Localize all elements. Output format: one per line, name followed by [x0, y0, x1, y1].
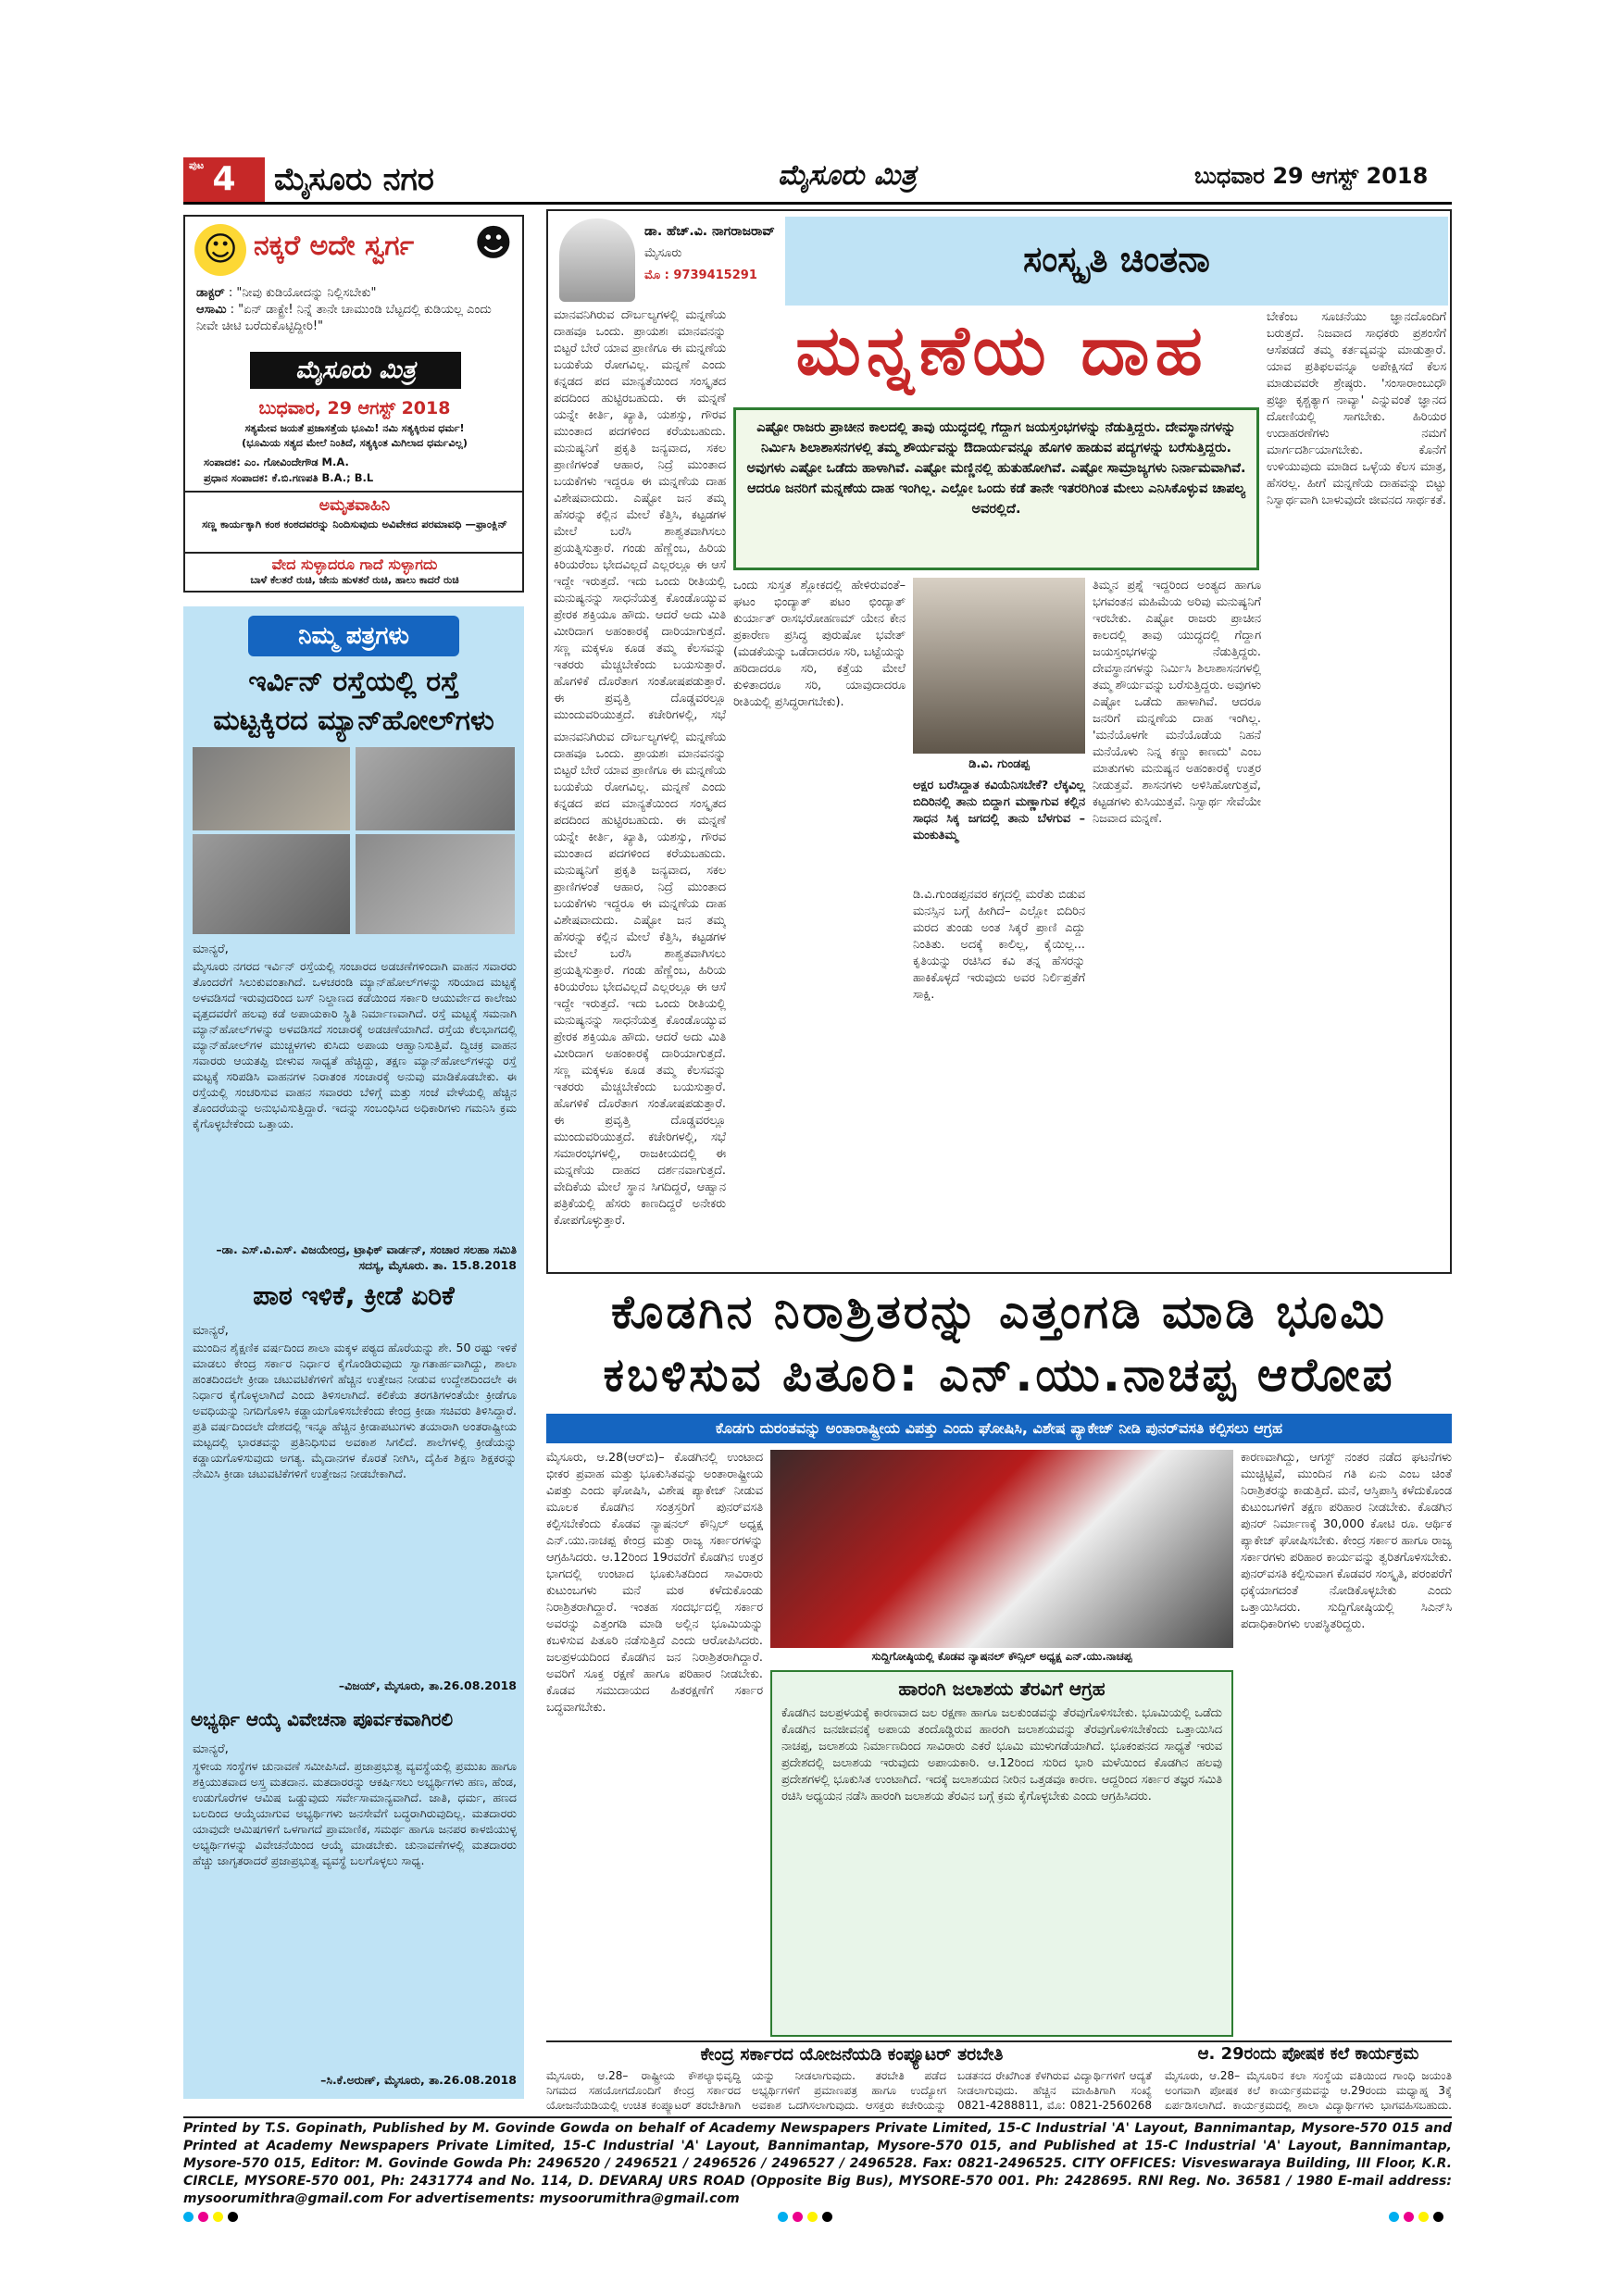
main-story-column-2: ಕಾರಣವಾಗಿದ್ದು, ಆಗಸ್ಟ್ ನಂತರ ನಡೆದ ಘಟನೆಗಳು ಮುಚ್ಚಿಟ್ಟಿವೆ, ಮುಂದಿನ ಗತಿ ಏನು ಎಂಬ ಚಿಂತೆ ನಿರಾಶ್ರಿತರನ್ನು ಕಾಡುತ್ತಿದೆ. ಮನೆ, ಆಸ್ತಿಪಾಸ್ತಿ ಕಳೆದುಕೊಂಡ ಕುಟುಂಬಗಳಿಗೆ ತಕ್ಷಣ ಪರಿಹಾರ ನೀಡಬೇಕು. ಕೊಡಗಿನ ಪುನರ್ ನಿರ್ಮಾಣಕ್ಕೆ 30,000 ಕೋಟಿ ರೂ. ಆರ್ಥಿಕ ಪ್ಯಾಕೇಜ್ ಘೋಷಿಸಬೇಕು. ಕೇಂದ್ರ ಸರ್ಕಾರ ಹಾಗೂ ರಾಜ್ಯ ಸರ್ಕಾರಗಳು ಪರಿಹಾರ ಕಾರ್ಯವನ್ನು ತ್ವರಿತಗೊಳಿಸಬೇಕು. ಪುನರ್‌ವಸತಿ ಕಲ್ಪಿಸುವಾಗ ಕೊಡವರ ಸಂಸ್ಕೃತಿ, ಪರಂಪರೆಗೆ ಧಕ್ಕೆಯಾಗದಂತೆ ನೋಡಿಕೊಳ್ಳಬೇಕು ಎಂದು ಒತ್ತಾಯಿಸಿದರು. ಸುದ್ದಿಗೋಷ್ಠಿಯಲ್ಲಿ ಸಿಎನ್‌ಸಿ ಪದಾಧಿಕಾರಿಗಳು ಉಪಸ್ಥಿತರಿದ್ದರು.: [1241, 1451, 1452, 1631]
pullquote-box: [733, 407, 1259, 570]
black-dot: [1433, 2212, 1443, 2222]
author-phone: ಮೊ : 9739415291: [644, 268, 757, 282]
joke-title: ನಕ್ಕರೆ ಅದೇ ಸ್ವರ್ಗ: [254, 230, 415, 262]
masthead-editor: ಸಂಪಾದಕ: ಎಂ. ಗೋವಿಂದೇಗೌಡ M.A.: [204, 455, 349, 468]
letter3-body: ಸ್ಥಳೀಯ ಸಂಸ್ಥೆಗಳ ಚುನಾವಣೆ ಸಮೀಪಿಸಿದೆ. ಪ್ರಜಾಪ್ರಭುತ್ವ ವ್ಯವಸ್ಥೆಯಲ್ಲಿ ಪ್ರಮುಖ ಹಾಗೂ ಶಕ್ತಿಯುತವಾದ ಅಸ್ತ್ರ ಮತದಾನ. ಮತದಾರರನ್ನು ಆಕರ್ಷಿಸಲು ಅಭ್ಯರ್ಥಿಗಳು ಹಣ, ಹೆಂಡ, ಉಡುಗೊರೆಗಳ ಆಮಿಷ ಒಡ್ಡುವುದು ಸರ್ವೇಸಾಮಾನ್ಯವಾಗಿದೆ. ಜಾತಿ, ಧರ್ಮ, ಹಣದ ಬಲದಿಂದ ಆಯ್ಕೆಯಾಗುವ ಅಭ್ಯರ್ಥಿಗಳು ಜನಸೇವೆಗೆ ಬದ್ಧರಾಗಿರುವುದಿಲ್ಲ. ಮತದಾರರು ಯಾವುದೇ ಆಮಿಷಗಳಿಗೆ ಒಳಗಾಗದೆ ಪ್ರಾಮಾಣಿಕ, ಸಮರ್ಥ ಹಾಗೂ ಜನಪರ ಕಾಳಜಿಯುಳ್ಳ ಅಭ್ಯರ್ಥಿಗಳನ್ನು ವಿವೇಚನೆಯಿಂದ ಆಯ್ಕೆ ಮಾಡಬೇಕು. ಚುನಾವಣೆಗಳಲ್ಲಿ ಮತದಾರರು ಹೆಚ್ಚು ಜಾಗೃತರಾದರೆ ಪ್ರಜಾಪ್ರಭುತ್ವ ವ್ಯವಸ್ಥೆ ಬಲಗೊಳ್ಳಲು ಸಾಧ್ಯ.: [193, 1759, 517, 1867]
letter2-salutation: ಮಾನ್ಯರೆ,: [193, 1323, 229, 1338]
cartoon-figure-icon: ☻: [474, 222, 513, 265]
header-rule: [183, 202, 1452, 205]
computer-training-title: ಕೇಂದ್ರ ಸರ್ಕಾರದ ಯೋಜನೆಯಡಿ ಕಂಪ್ಯೂಟರ್ ತರಬೇತಿ: [700, 2044, 1004, 2065]
author-name: ಡಾ. ಹೆಚ್.ವಿ. ನಾಗರಾಜರಾವ್: [644, 224, 775, 239]
magenta-dot: [198, 2212, 208, 2222]
joke-speaker-1: ಡಾಕ್ಟರ್: [196, 286, 225, 300]
harangi-body: ಕೊಡಗಿನ ಜಲಪ್ರಳಯಕ್ಕೆ ಕಾರಣವಾದ ಜಲ ರಕ್ಷಣಾ ಹಾಗೂ ಜಲಕುಂಡವನ್ನು ತೆರವುಗೊಳಿಸಬೇಕು. ಭೂಮಿಯಲ್ಲಿ ಒಡೆದು ಕೊಡಗಿನ ಜನಜೀವನಕ್ಕೆ ಅಪಾಯ ತಂದೊಡ್ಡಿರುವ ಹಾರಂಗಿ ಜಲಾಶಯವನ್ನು ತೆರವುಗೊಳಿಸಬೇಕೆಂದು ಒತ್ತಾಯಿಸಿದ ನಾಚಪ್ಪ, ಜಲಾಶಯ ನಿರ್ಮಾಣದಿಂದ ಸಾವಿರಾರು ಎಕರೆ ಭೂಮಿ ಮುಳುಗಡೆಯಾಗಿದೆ. ಭೂಕಂಪನದ ಸಾಧ್ಯತೆ ಇರುವ ಪ್ರದೇಶದಲ್ಲಿ ಜಲಾಶಯ ಇರುವುದು ಅಪಾಯಕಾರಿ. ಆ.12ರಿಂದ ಸುರಿದ ಭಾರಿ ಮಳೆಯಿಂದ ಕೊಡಗಿನ ಹಲವು ಪ್ರದೇಶಗಳಲ್ಲಿ ಭೂಕುಸಿತ ಉಂಟಾಗಿದೆ. ಇದಕ್ಕೆ ಜಲಾಶಯದ ನೀರಿನ ಒತ್ತಡವೂ ಕಾರಣ. ಆದ್ದರಿಂದ ಸರ್ಕಾರ ತಜ್ಞರ ಸಮಿತಿ ರಚಿಸಿ ಅಧ್ಯಯನ ನಡೆಸಿ ಹಾರಂಗಿ ಜಲಾಶಯ ತೆರವಿನ ಬಗ್ಗೆ ಕ್ರಮ ಕೈಗೊಳ್ಳಬೇಕು ಎಂದು ಆಗ್ರಹಿಸಿದರು.: [781, 1706, 1222, 1803]
joke-text: [196, 285, 517, 335]
photo-caption: ಡಿ.ವಿ. ಗುಂಡಪ್ಪ: [968, 757, 1030, 771]
main-story-column-1: ಮೈಸೂರು, ಆ.28(ಆರ್‌ಬಿ)– ಕೊಡಗಿನಲ್ಲಿ ಉಂಟಾದ ಭೀಕರ ಪ್ರವಾಹ ಮತ್ತು ಭೂಕುಸಿತವನ್ನು ಅಂತಾರಾಷ್ಟ್ರೀಯ ವಿಪತ್ತು ಎಂದು ಘೋಷಿಸಿ, ವಿಶೇಷ ಪ್ಯಾಕೇಜ್ ನೀಡುವ ಮೂಲಕ ಕೊಡಗಿನ ಸಂತ್ರಸ್ತರಿಗೆ ಪುನರ್‌ವಸತಿ ಕಲ್ಪಿಸಬೇಕೆಂದು ಕೊಡವ ನ್ಯಾಷನಲ್ ಕೌನ್ಸಿಲ್ ಅಧ್ಯಕ್ಷ ಎನ್.ಯು.ನಾಚಪ್ಪ ಕೇಂದ್ರ ಮತ್ತು ರಾಜ್ಯ ಸರ್ಕಾರಗಳನ್ನು ಆಗ್ರಹಿಸಿದರು. ಆ.12ರಿಂದ 19ರವರೆಗೆ ಕೊಡಗಿನ ಉತ್ತರ ಭಾಗದಲ್ಲಿ ಉಂಟಾದ ಭೂಕುಸಿತದಿಂದ ಸಾವಿರಾರು ಕುಟುಂಬಗಳು ಮನೆ ಮಠ ಕಳೆದುಕೊಂಡು ನಿರಾಶ್ರಿತರಾಗಿದ್ದಾರೆ. ಇಂತಹ ಸಂದರ್ಭದಲ್ಲಿ ಸರ್ಕಾರ ಅವರನ್ನು ಎತ್ತಂಗಡಿ ಮಾಡಿ ಅಲ್ಲಿನ ಭೂಮಿಯನ್ನು ಕಬಳಿಸುವ ಪಿತೂರಿ ನಡೆಸುತ್ತಿದೆ ಎಂದು ಆರೋಪಿಸಿದರು. ಜಲಪ್ರಳಯದಿಂದ ಕೊಡಗಿನ ಜನ ನಿರಾಶ್ರಿತರಾಗಿದ್ದಾರೆ. ಅವರಿಗೆ ಸೂಕ್ತ ರಕ್ಷಣೆ ಹಾಗೂ ಪರಿಹಾರ ನೀಡಬೇಕು. ಕೊಡವ ಸಮುದಾಯದ ಹಿತರಕ್ಷಣೆಗೆ ಸರ್ಕಾರ ಬದ್ಧವಾಗಬೇಕು.: [546, 1451, 763, 1715]
column-text-2: ಒಂದು ಸುಸ್ತತ ಶ್ಲೋಕದಲ್ಲಿ ಹೇಳಿರುವಂತೆ– ಘಟಂ ಭಿಂದ್ಯಾತ್ ಪಟಂ ಛಿಂದ್ಯಾತ್ ಕುರ್ಯಾತ್ ರಾಸಭರೋಹಣಮ್ ಯೇನ ಕೇನ ಪ್ರಕಾರೇಣ ಪ್ರಸಿದ್ಧ ಪುರುಷೋ ಭವೇತ್ (ಮಡಕೆಯನ್ನು ಒಡೆದಾದರೂ ಸರಿ, ಬಟ್ಟೆಯನ್ನು ಹರಿದಾದರೂ ಸರಿ, ಕತ್ತೆಯ ಮೇಲೆ ಕುಳಿತಾದರೂ ಸರಿ, ಯಾವುದಾದರೂ ರೀತಿಯಲ್ಲಿ ಪ್ರಸಿದ್ಧರಾಗಬೇಕು).: [733, 579, 906, 709]
main-headline-line1: ಕೊಡಗಿನ ನಿರಾಶ್ರಿತರನ್ನು ಎತ್ತಂಗಡಿ ಮಾಡಿ ಭೂಮಿ: [610, 1285, 1388, 1339]
black-dot: [228, 2212, 238, 2222]
page-number-badge: [183, 157, 265, 202]
computer-training-col3: ಬಡತನದ ರೇಖೆಗಿಂತ ಕೆಳಗಿರುವ ವಿದ್ಯಾರ್ಥಿಗಳಿಗೆ ಆದ್ಯತೆ ನೀಡಲಾಗುವುದು. ಹೆಚ್ಚಿನ ಮಾಹಿತಿಗಾಗಿ ಸಂಖ್ಯೆ 0821-4288811, ಮೊ: 0821-2560268: [957, 2069, 1152, 2112]
proverb-text: ಬಾಳೆ ಕೆಲತರೆ ರುಚಿ, ಜೇನು ಹುಳತರೆ ರುಚಿ, ಹಾಲು ಕಾದರೆ ರುಚಿ: [250, 574, 459, 586]
yellow-dot: [1418, 2212, 1429, 2222]
press-meet-caption: ಸುದ್ದಿಗೋಷ್ಠಿಯಲ್ಲಿ ಕೊಡವ ನ್ಯಾಷನಲ್ ಕೌನ್ಸಿಲ್ ಅಧ್ಯಕ್ಷ ಎನ್.ಯು.ನಾಚಪ್ಪ: [871, 1650, 1132, 1663]
magenta-dot: [793, 2212, 803, 2222]
manhole-photo-1: [193, 747, 350, 830]
divider: [185, 552, 522, 554]
art-event-body: ಮೈಸೂರು, ಆ.28– ಮೈಸೂರಿನ ಕಲಾ ಸಂಸ್ಥೆಯ ವತಿಯಿಂದ ಗಾಂಧಿ ಜಯಂತಿ ಅಂಗವಾಗಿ ಪೋಷಕ ಕಲೆ ಕಾರ್ಯಕ್ರಮವನ್ನು ಆ.29ರಂದು ಮಧ್ಯಾಹ್ನ 3ಕ್ಕೆ ಏರ್ಪಡಿಸಲಾಗಿದೆ. ಕಾರ್ಯಕ್ರಮದಲ್ಲಿ ಶಾಲಾ ವಿದ್ಯಾರ್ಥಿಗಳು ಭಾಗವಹಿಸಬಹುದು.: [1165, 2069, 1452, 2112]
footer-imprint: Printed by T.S. Gopinath, Published by M. Govinde Gowda on behalf of Academy Newspapers Private Limited, 15-C Industrial 'A' Layout, Bannimantap, Mysore-570 015 and Printed at Academy Newspapers Private Limited, 15-C Industrial 'A' Layout, Bannimantap, Mysore-570 015, and Published at 15-C Industrial 'A' Layout, Bannimantap, Mysore-570 015, Editor: M. Govinde Gowda Ph: 2496520 / 2496521 / 2496526 / 2496527 / 2496528. Fax: 0821-2496525. CITY OFFICES: Visveswaraya Building, III Floor, K.R. CIRCLE, MYSORE-570 001, Ph: 2431774 and No. 114, D. DEVARAJ URS ROAD (Opposite Big Bus), MYSORE-570 001. Ph: 2428695. RNI Reg. No. 36581 / 1980 E-mail address: mysoorumithra@gmail.com For advertisements: mysoorumithra@gmail.com: [183, 2121, 1452, 2206]
masthead-title: ಮೈಸೂರು ಮಿತ್ರ: [778, 159, 917, 192]
manhole-photo-3: [193, 834, 350, 934]
cyan-dot: [778, 2212, 788, 2222]
letter1-salutation: ಮಾನ್ಯರೆ,: [193, 942, 229, 956]
column-text-1-bottom: ಮಾನವನಿಗಿರುವ ದೌರ್ಬಲ್ಯಗಳಲ್ಲಿ ಮನ್ನಣೆಯ ದಾಹವೂ ಒಂದು. ಪ್ರಾಯಶಃ ಮಾನವನನ್ನು ಬಿಟ್ಟರೆ ಬೇರೆ ಯಾವ ಪ್ರಾಣಿಗೂ ಈ ಮನ್ನಣೆಯ ಬಯಕೆಯ ರೋಗವಿಲ್ಲ. ಮನ್ನಣೆ ಎಂದು ಕನ್ನಡದ ಪದ ಮಾನ್ಯತೆಯಿಂದ ಸಂಸ್ಕೃತದ ಪದದಿಂದ ಹುಟ್ಟಿರಬಹುದು. ಈ ಮನ್ನಣೆ ಯನ್ನೇ ಕೀರ್ತಿ, ಖ್ಯಾತಿ, ಯಶಸ್ಸು, ಗೌರವ ಮುಂತಾದ ಪದಗಳಿಂದ ಕರೆಯಬಹುದು. ಮನುಷ್ಯನಿಗೆ ಪ್ರಕೃತಿ ಜನ್ಯವಾದ, ಸಕಲ ಪ್ರಾಣಿಗಳಂತೆ ಆಹಾರ, ನಿದ್ರೆ ಮುಂತಾದ ಬಯಕೆಗಳು ಇದ್ದರೂ ಈ ಮನ್ನಣೆಯ ದಾಹ ವಿಶೇಷವಾದುದು. ಎಷ್ಟೋ ಜನ ತಮ್ಮ ಹೆಸರನ್ನು ಕಲ್ಲಿನ ಮೇಲೆ ಕೆತ್ತಿಸಿ, ಕಟ್ಟಡಗಳ ಮೇಲೆ ಬರೆಸಿ ಶಾಶ್ವತವಾಗಿಸಲು ಪ್ರಯತ್ನಿಸುತ್ತಾರೆ. ಗಂಡು ಹೆಣ್ಣೆಂಬ, ಹಿರಿಯ ಕಿರಿಯರೆಂಬ ಭೇದವಿಲ್ಲದೆ ಎಲ್ಲರಲ್ಲೂ ಈ ಆಸೆ ಇದ್ದೇ ಇರುತ್ತದೆ. ಇದು ಒಂದು ರೀತಿಯಲ್ಲಿ ಮನುಷ್ಯನನ್ನು ಸಾಧನೆಯತ್ತ ಕೊಂಡೊಯ್ಯುವ ಪ್ರೇರಕ ಶಕ್ತಿಯೂ ಹೌದು. ಆದರೆ ಅದು ಮಿತಿ ಮೀರಿದಾಗ ಅಹಂಕಾರಕ್ಕೆ ದಾರಿಯಾಗುತ್ತದೆ. ಸಣ್ಣ ಮಕ್ಕಳೂ ಕೂಡ ತಮ್ಮ ಕೆಲಸವನ್ನು ಇತರರು ಮೆಚ್ಚಬೇಕೆಂದು ಬಯಸುತ್ತಾರೆ. ಹೊಗಳಿಕೆ ದೊರೆತಾಗ ಸಂತೋಷಪಡುತ್ತಾರೆ. ಈ ಪ್ರವೃತ್ತಿ ದೊಡ್ಡವರಲ್ಲೂ ಮುಂದುವರಿಯುತ್ತದೆ. ಕಚೇರಿಗಳಲ್ಲಿ, ಸಭೆ ಸಮಾರಂಭಗಳಲ್ಲಿ, ರಾಜಕೀಯದಲ್ಲಿ ಈ ಮನ್ನಣೆಯ ದಾಹದ ದರ್ಶನವಾಗುತ್ತದೆ. ವೇದಿಕೆಯ ಮೇಲೆ ಸ್ಥಾನ ಸಿಗದಿದ್ದರೆ, ಆಹ್ವಾನ ಪತ್ರಿಕೆಯಲ್ಲಿ ಹೆಸರು ಕಾಣದಿದ್ದರೆ ಅನೇಕರು ಕೋಪಗೊಳ್ಳುತ್ತಾರೆ.: [554, 730, 726, 1228]
cyan-dot: [183, 2212, 194, 2222]
joke-line-2: : "ಏನ್ ಡಾಕ್ಟ್ರೇ! ನಿನ್ನೆ ತಾನೇ ಚಾಮುಂಡಿ ಬೆಟ್ಟದಲ್ಲಿ ಕುಡಿಯಲ್ಲ ಎಂದು ನೀವೇ ಚೀಟಿ ಬರೆದುಕೊಟ್ಟಿದ್ದೀರಿ!": [196, 303, 492, 333]
masthead-motto-1: ಸತ್ಯಮೇವ ಜಯತೆ ಪ್ರಜಾಸತ್ತೆಯ ಭೂಮಿ! ನಮಿ ಸತ್ಯಕ್ಕಿರುವ ಧರ್ಮ!: [244, 422, 465, 434]
author-photo: [559, 218, 635, 302]
amrutha-text: ಸಣ್ಣ ಕಾರ್ಯಕ್ಕಾಗಿ ಕಂಠ ಕಂಠದವರನ್ನು ನಿಂದಿಸುವುದು ಅವಿವೇಕದ ಪರಮಾವಧಿ —ಫ್ರಾಂಕ್ಲಿನ್: [202, 518, 507, 530]
cyan-dot: [1389, 2212, 1399, 2222]
letter2-signature: –ವಿಜಯ್, ಮೈಸೂರು, ತಾ.26.08.2018: [338, 1678, 517, 1692]
header-date: ಬುಧವಾರ 29 ಆಗಸ್ಟ್ 2018: [1194, 163, 1429, 189]
footer-rule: [183, 2116, 1452, 2118]
divider: [185, 491, 522, 493]
joke-line-1: : "ನೀವು ಕುಡಿಯೋದನ್ನು ನಿಲ್ಲಿಸಬೇಕು": [228, 286, 377, 300]
series-banner: [785, 217, 1448, 306]
joke-box: [183, 215, 524, 593]
letter3-signature: –ಸಿ.ಕೆ.ಅರುಣ್, ಮೈಸೂರು, ತಾ.26.08.2018: [320, 2073, 517, 2087]
letters-heading: ನಿಮ್ಮ ಪತ್ರಗಳು: [248, 616, 459, 656]
black-dot: [822, 2212, 832, 2222]
divider: [546, 2040, 1452, 2042]
manhole-photo-2: [356, 747, 515, 830]
manhole-photo-4: [356, 834, 515, 934]
page-label: ಪುಟ: [189, 159, 205, 171]
joke-speaker-2: ಆಸಾಮಿ: [196, 303, 227, 317]
laughing-face-icon: ☺: [194, 224, 246, 276]
letter3-salutation: ಮಾನ್ಯರೆ,: [193, 1741, 229, 1756]
column-text-2-continued: ಡಿ.ವಿ.ಗುಂಡಪ್ಪನವರ ಕಗ್ಗದಲ್ಲಿ ಮರೆತು ಬಿಡುವ ಮನಸ್ಸಿನ ಬಗ್ಗೆ ಹೀಗಿದೆ– ಎಲ್ಲೋ ಬಿದಿರಿನ ಮರದ ತುಂಡು ಅಂತ ಸಿಕ್ಕರೆ ಪ್ರಾಣಿ ಎದ್ದು ನಿಂತಿತು. ಅದಕ್ಕೆ ಕಾಲಿಲ್ಲ, ಕೈಯಿಲ್ಲ... ಕೃತಿಯನ್ನು ರಚಿಸಿದ ಕವಿ ತನ್ನ ಹೆಸರನ್ನು ಹಾಕಿಕೊಳ್ಳದೆ ಇರುವುದು ಅವರ ನಿರ್ಲಿಪ್ತತೆಗೆ ಸಾಕ್ಷಿ.: [913, 888, 1085, 1002]
main-headline-line2: ಕಬಳಿಸುವ ಪಿತೂರಿ: ಎನ್.ಯು.ನಾಚಪ್ಪ ಆರೋಪ: [603, 1348, 1395, 1402]
masthead-motto-2: (ಭೂಮಿಯ ಸತ್ಯದ ಮೇಲೆ ನಿಂತಿದೆ, ಸತ್ಯಕ್ಕಿಂತ ಮಿಗಿಲಾದ ಧರ್ಮವಿಲ್ಲ): [242, 437, 468, 449]
letters-box: [183, 606, 524, 2099]
yellow-dot: [807, 2212, 818, 2222]
letter3-title: ಅಭ್ಯರ್ಥಿ ಆಯ್ಕೆ ವಿವೇಚನಾ ಪೂರ್ವಕವಾಗಿರಲಿ: [191, 1708, 454, 1730]
author-city: ಮೈಸೂರು: [644, 246, 682, 260]
letter1-title-line2: ಮಟ್ಟಕ್ಕಿರದ ಮ್ಯಾನ್‌ಹೋಲ್‌ಗಳು: [213, 705, 494, 737]
page-number: 4: [212, 160, 236, 198]
column-text-1-top: ಮಾನವನಿಗಿರುವ ದೌರ್ಬಲ್ಯಗಳಲ್ಲಿ ಮನ್ನಣೆಯ ದಾಹವೂ ಒಂದು. ಪ್ರಾಯಶಃ ಮಾನವನನ್ನು ಬಿಟ್ಟರೆ ಬೇರೆ ಯಾವ ಪ್ರಾಣಿಗೂ ಈ ಮನ್ನಣೆಯ ಬಯಕೆಯ ರೋಗವಿಲ್ಲ. ಮನ್ನಣೆ ಎಂದು ಕನ್ನಡದ ಪದ ಮಾನ್ಯತೆಯಿಂದ ಸಂಸ್ಕೃತದ ಪದದಿಂದ ಹುಟ್ಟಿರಬಹುದು. ಈ ಮನ್ನಣೆ ಯನ್ನೇ ಕೀರ್ತಿ, ಖ್ಯಾತಿ, ಯಶಸ್ಸು, ಗೌರವ ಮುಂತಾದ ಪದಗಳಿಂದ ಕರೆಯಬಹುದು. ಮನುಷ್ಯನಿಗೆ ಪ್ರಕೃತಿ ಜನ್ಯವಾದ, ಸಕಲ ಪ್ರಾಣಿಗಳಂತೆ ಆಹಾರ, ನಿದ್ರೆ ಮುಂತಾದ ಬಯಕೆಗಳು ಇದ್ದರೂ ಈ ಮನ್ನಣೆಯ ದಾಹ ವಿಶೇಷವಾದುದು. ಎಷ್ಟೋ ಜನ ತಮ್ಮ ಹೆಸರನ್ನು ಕಲ್ಲಿನ ಮೇಲೆ ಕೆತ್ತಿಸಿ, ಕಟ್ಟಡಗಳ ಮೇಲೆ ಬರೆಸಿ ಶಾಶ್ವತವಾಗಿಸಲು ಪ್ರಯತ್ನಿಸುತ್ತಾರೆ. ಗಂಡು ಹೆಣ್ಣೆಂಬ, ಹಿರಿಯ ಕಿರಿಯರೆಂಬ ಭೇದವಿಲ್ಲದೆ ಎಲ್ಲರಲ್ಲೂ ಈ ಆಸೆ ಇದ್ದೇ ಇರುತ್ತದೆ. ಇದು ಒಂದು ರೀತಿಯಲ್ಲಿ ಮನುಷ್ಯನನ್ನು ಸಾಧನೆಯತ್ತ ಕೊಂಡೊಯ್ಯುವ ಪ್ರೇರಕ ಶಕ್ತಿಯೂ ಹೌದು. ಆದರೆ ಅದು ಮಿತಿ ಮೀರಿದಾಗ ಅಹಂಕಾರಕ್ಕೆ ದಾರಿಯಾಗುತ್ತದೆ. ಸಣ್ಣ ಮಕ್ಕಳೂ ಕೂಡ ತಮ್ಮ ಕೆಲಸವನ್ನು ಇತರರು ಮೆಚ್ಚಬೇಕೆಂದು ಬಯಸುತ್ತಾರೆ. ಹೊಗಳಿಕೆ ದೊರೆತಾಗ ಸಂತೋಷಪಡುತ್ತಾರೆ. ಈ ಪ್ರವೃತ್ತಿ ದೊಡ್ಡವರಲ್ಲೂ ಮುಂದುವರಿಯುತ್ತದೆ. ಕಚೇರಿಗಳಲ್ಲಿ, ಸಭೆ: [554, 308, 726, 722]
harangi-box: [770, 1670, 1233, 2037]
culture-column-box: [546, 209, 1452, 1274]
computer-training-col2: ಯನ್ನು ನೀಡಲಾಗುವುದು. ತರಬೇತಿ ಪಡೆದ ಅಭ್ಯರ್ಥಿಗಳಿಗೆ ಪ್ರಮಾಣಪತ್ರ ಹಾಗೂ ಉದ್ಯೋಗ ಅವಕಾಶ ಒದಗಿಸಲಾಗುವುದು. ಆಸಕ್ತರು ಕಚೇರಿಯನ್ನು: [752, 2069, 946, 2112]
section-name: ಮೈಸೂರು ನಗರ: [274, 161, 434, 198]
masthead-logo: ಮೈಸೂರು ಮಿತ್ರ: [250, 352, 461, 389]
main-subheadline: ಕೊಡಗು ದುರಂತವನ್ನು ಅಂತಾರಾಷ್ಟ್ರೀಯ ವಿಪತ್ತು ಎಂದು ಘೋಷಿಸಿ, ವಿಶೇಷ ಪ್ಯಾಕೇಜ್ ನೀಡಿ ಪುನರ್‌ವಸತಿ ಕಲ್ಪಿಸಲು ಆಗ್ರಹ: [546, 1414, 1452, 1443]
letter1-signature: –ಡಾ. ಎಸ್.ವಿ.ಎಸ್. ವಿಜಯೇಂದ್ರ, ಟ್ರಾಫಿಕ್ ವಾರ್ಡನ್, ಸಂಚಾರ ಸಲಹಾ ಸಮಿತಿ ಸದಸ್ಯ, ಮೈಸೂರು. ತಾ. 15.8.2018: [216, 1242, 517, 1272]
letter1-body: ಮೈಸೂರು ನಗರದ ಇರ್ವಿನ್ ರಸ್ತೆಯಲ್ಲಿ ಸಂಚಾರದ ಅಡಚಣೆಗಳಿಂದಾಗಿ ವಾಹನ ಸವಾರರು ತೊಂದರೆಗೆ ಸಿಲುಕುವಂತಾಗಿದೆ. ಒಳಚರಂಡಿ ಮ್ಯಾನ್‌ಹೋಲ್‌ಗಳನ್ನು ಸರಿಯಾದ ಮಟ್ಟಕ್ಕೆ ಅಳವಡಿಸದೆ ಇರುವುದರಿಂದ ಬಸ್ ನಿಲ್ದಾಣದ ಕಡೆಯಿಂದ ಸರ್ಕಾರಿ ಆಯುರ್ವೇದ ಕಾಲೇಜು ವೃತ್ತದವರೆಗೆ ಹಲವು ಕಡೆ ಅಪಾಯಕಾರಿ ಸ್ಥಿತಿ ನಿರ್ಮಾಣವಾಗಿದೆ. ರಸ್ತೆ ಮಟ್ಟಕ್ಕೆ ಸಮನಾಗಿ ಮ್ಯಾನ್‌ಹೋಲ್‌ಗಳನ್ನು ಅಳವಡಿಸದೆ ಸಂಚಾರಕ್ಕೆ ಅಡಚಣೆಯಾಗಿದೆ. ರಸ್ತೆಯ ಕೆಲಭಾಗದಲ್ಲಿ ಮ್ಯಾನ್‌ಹೋಲ್‌ಗಳ ಮುಚ್ಚಳಗಳು ಕುಸಿದು ಅಪಾಯ ಆಹ್ವಾನಿಸುತ್ತಿವೆ. ದ್ವಿಚಕ್ರ ವಾಹನ ಸವಾರರು ಆಯತಪ್ಪಿ ಬೀಳುವ ಸಾಧ್ಯತೆ ಹೆಚ್ಚಿದ್ದು, ತಕ್ಷಣ ಮ್ಯಾನ್‌ಹೋಲ್‌ಗಳನ್ನು ರಸ್ತೆ ಮಟ್ಟಕ್ಕೆ ಸರಿಪಡಿಸಿ ವಾಹನಗಳ ನಿರಾತಂಕ ಸಂಚಾರಕ್ಕೆ ಅನುವು ಮಾಡಿಕೊಡಬೇಕು. ಈ ರಸ್ತೆಯಲ್ಲಿ ಸಂಚರಿಸುವ ವಾಹನ ಸವಾರರು ಬೆಳಿಗ್ಗೆ ಮತ್ತು ಸಂಜೆ ವೇಳೆಯಲ್ಲಿ ಹೆಚ್ಚಿನ ತೊಂದರೆಯನ್ನು ಅನುಭವಿಸುತ್ತಿದ್ದಾರೆ. ಇದನ್ನು ಸಂಬಂಧಿಸಿದ ಅಧಿಕಾರಿಗಳು ಗಮನಿಸಿ ಕ್ರಮ ಕೈಗೊಳ್ಳಬೇಕೆಂದು ಒತ್ತಾಯ.: [193, 959, 517, 1130]
registration-dots-right: [1389, 2208, 1448, 2226]
registration-dots-left: [183, 2208, 243, 2226]
masthead-chief-editor: ಪ್ರಧಾನ ಸಂಪಾದಕ: ಕೆ.ಬಿ.ಗಣಪತಿ B.A.; B.L: [204, 471, 374, 484]
letter1-title-line1: ಇರ್ವಿನ್ ರಸ್ತೆಯಲ್ಲಿ ರಸ್ತೆ: [248, 666, 459, 698]
proverb-title: ವೇದ ಸುಳ್ಳಾದರೂ ಗಾದೆ ಸುಳ್ಳಾಗದು: [271, 555, 438, 573]
art-event-title: ಆ. 29ರಂದು ಪೋಷಕ ಕಲೆ ಕಾರ್ಯಕ್ರಮ: [1197, 2044, 1419, 2064]
press-meet-photo: [770, 1450, 1233, 1648]
harangi-title: ಹಾರಂಗಿ ಜಲಾಶಯ ತೆರವಿಗೆ ಆಗ್ರಹ: [898, 1678, 1106, 1700]
masthead-date: ಬುಧವಾರ, 29 ಆಗಸ್ಟ್ 2018: [258, 398, 451, 418]
column-text-4: ಬೇಕೆಂಬ ಸೂಚನೆಯು ಜ್ಞಾನದೊಂದಿಗೆ ಬರುತ್ತದೆ. ನಿಜವಾದ ಸಾಧಕರು ಪ್ರಶಂಸೆಗೆ ಆಸೆಪಡದೆ ತಮ್ಮ ಕರ್ತವ್ಯವನ್ನು ಮಾಡುತ್ತಾರೆ. ಯಾವ ಪ್ರತಿಫಲವನ್ನೂ ಅಪೇಕ್ಷಿಸದೆ ಕೆಲಸ ಮಾಡುವವರೇ ಶ್ರೇಷ್ಠರು. 'ಸಂಸಾರಾಂಬುಧೌ ಪ್ರಜ್ಞಾ ಕೃಶ್ಚತ್ಯಾಗ ನಾವ್ಯಾ' ಎನ್ನುವಂತೆ ಜ್ಞಾನದ ದೋಣಿಯಲ್ಲಿ ಸಾಗಬೇಕು. ಹಿರಿಯರ ಉದಾಹರಣೆಗಳು ನಮಗೆ ಮಾರ್ಗದರ್ಶಿಯಾಗಬೇಕು. ಕೊನೆಗೆ ಉಳಿಯುವುದು ಮಾಡಿದ ಒಳ್ಳೆಯ ಕೆಲಸ ಮಾತ್ರ, ಹೆಸರಲ್ಲ. ಹೀಗೆ ಮನ್ನಣೆಯ ದಾಹವನ್ನು ಬಿಟ್ಟು ನಿಸ್ವಾರ್ಥವಾಗಿ ಬಾಳುವುದೇ ಜೀವನದ ಸಾರ್ಥಕತೆ.: [1267, 310, 1446, 507]
letter2-title: ಪಾಠ ಇಳಿಕೆ, ಕ್ರೀಡೆ ಏರಿಕೆ: [253, 1280, 455, 1311]
column-headline: ಮನ್ನಣೆಯ ದಾಹ: [795, 311, 1208, 391]
letter2-body: ಮುಂದಿನ ಶೈಕ್ಷಣಿಕ ವರ್ಷದಿಂದ ಶಾಲಾ ಮಕ್ಕಳ ಪಠ್ಯದ ಹೊರೆಯನ್ನು ಶೇ. 50 ರಷ್ಟು ಇಳಿಕೆ ಮಾಡಲು ಕೇಂದ್ರ ಸರ್ಕಾರ ನಿರ್ಧಾರ ಕೈಗೊಂಡಿರುವುದು ಸ್ವಾಗತಾರ್ಹವಾಗಿದ್ದು, ಶಾಲಾ ಹಂತದಿಂದಲೇ ಕ್ರೀಡಾ ಚಟುವಟಿಕೆಗಳಿಗೆ ಹೆಚ್ಚಿನ ಉತ್ತೇಜನ ನೀಡುವ ಉದ್ದೇಶದಿಂದಲೇ ಈ ನಿರ್ಧಾರ ಕೈಗೊಳ್ಳಲಾಗಿದೆ ಎಂದು ತಿಳಿಸಲಾಗಿದೆ. ಕಲಿಕೆಯ ತರಗತಿಗಳಂತೆಯೇ ಕ್ರೀಡೆಗೂ ಅವಧಿಯನ್ನು ನಿಗದಿಗೊಳಿಸಿ ಕಡ್ಡಾಯಗೊಳಿಸಬೇಕೆಂದು ಕೇಂದ್ರ ಕ್ರೀಡಾ ಸಚಿವರು ತಿಳಿಸಿದ್ದಾರೆ. ಪ್ರತಿ ವರ್ಷದಿಂದಲೇ ದೇಶದಲ್ಲಿ ಇನ್ನೂ ಹೆಚ್ಚಿನ ಕ್ರೀಡಾಪಟುಗಳು ತಯಾರಾಗಿ ಅಂತರಾಷ್ಟ್ರೀಯ ಮಟ್ಟದಲ್ಲಿ ಭಾರತವನ್ನು ಪ್ರತಿನಿಧಿಸುವ ಅವಕಾಶ ಸಿಗಲಿದೆ. ಶಾಲೆಗಳಲ್ಲಿ ಕ್ರೀಡೆಯನ್ನು ಕಡ್ಡಾಯಗೊಳಿಸುವುದು ಅಗತ್ಯ. ಮೈದಾನಗಳ ಕೊರತೆ ನೀಗಿಸಿ, ದೈಹಿಕ ಶಿಕ್ಷಣ ಶಿಕ್ಷಕರನ್ನು ನೇಮಿಸಿ ಕ್ರೀಡಾ ಚಟುವಟಿಕೆಗಳಿಗೆ ಉತ್ತೇಜನ ನೀಡಬೇಕಾಗಿದೆ.: [193, 1341, 517, 1480]
magenta-dot: [1404, 2212, 1414, 2222]
registration-dots-center: [778, 2208, 837, 2226]
photo-quote: ಅಕ್ಷರ ಬರೆಸಿದ್ದಾತ ಕವಿಯೆನಿಸಬೇಕೆ? ಲೆಕ್ಕವಿಲ್ಲ ಬಿದಿರಿನಲ್ಲಿ ತಾನು ಬಿದ್ದಾಗ ಮಣ್ಣಾಗುವ ಕಲ್ಲಿನ ಸಾಧನ ಸಿಕ್ಕ ಜಗದಲ್ಲಿ ತಾನು ಬೆಳಗುವ – ಮಂಕುತಿಮ್ಮ: [913, 779, 1085, 842]
series-title: ಸಂಸ್ಕೃತಿ ಚಿಂತನಾ: [1023, 239, 1210, 280]
amrutha-title: ಅಮೃತವಾಹಿನಿ: [319, 496, 391, 515]
yellow-dot: [213, 2212, 223, 2222]
pullquote-text: ಎಷ್ಟೋ ರಾಜರು ಪ್ರಾಚೀನ ಕಾಲದಲ್ಲಿ ತಾವು ಯುದ್ಧದಲ್ಲಿ ಗೆದ್ದಾಗ ಜಯಸ್ತಂಭಗಳನ್ನು ನೆಡುತ್ತಿದ್ದರು. ದೇವಸ್ಥಾನಗಳನ್ನು ನಿರ್ಮಿಸಿ ಶಿಲಾಶಾಸನಗಳಲ್ಲಿ ತಮ್ಮ ಶೌರ್ಯವನ್ನು ಔದಾರ್ಯವನ್ನೂ ಹೊಗಳಿ ಹಾಡುವ ಪದ್ಯಗಳನ್ನು ಬರೆಸುತ್ತಿದ್ದರು. ಅವುಗಳು ಎಷ್ಟೋ ಒಡೆದು ಹಾಳಾಗಿವೆ. ಎಷ್ಟೋ ಮಣ್ಣಿನಲ್ಲಿ ಹುತುಹೋಗಿವೆ. ಎಷ್ಟೋ ಸಾಮ್ರಾಜ್ಯಗಳು ನಿರ್ನಾಮವಾಗಿವೆ. ಆದರೂ ಜನರಿಗೆ ಮನ್ನಣೆಯ ದಾಹ ಇಂಗಿಲ್ಲ. ಎಲ್ಲೋ ಒಂದು ಕಡೆ ತಾನೇ ಇತರರಿಗಿಂತ ಮೇಲು ಎನಿಸಿಕೊಳ್ಳುವ ಚಾಪಲ್ಯ ಅವರಲ್ಲಿದೆ.: [746, 420, 1246, 517]
computer-training-col1: ಮೈಸೂರು, ಆ.28– ರಾಷ್ಟ್ರೀಯ ಕೌಶಲ್ಯಾಭಿವೃದ್ಧಿ ನಿಗಮದ ಸಹಯೋಗದೊಂದಿಗೆ ಕೇಂದ್ರ ಸರ್ಕಾರದ ಯೋಜನೆಯಡಿಯಲ್ಲಿ ಉಚಿತ ಕಂಪ್ಯೂಟರ್ ತರಬೇತಿಗಾಗಿ: [546, 2069, 741, 2112]
dvg-portrait-photo: [913, 578, 1085, 754]
column-text-3: ತಿಮ್ಮನ ಪ್ರಶ್ನೆ ಇದ್ದರಿಂದ ಅಂತ್ಯದ ಹಾಗೂ ಭಗವಂತನ ಮಹಿಮೆಯ ಅರಿವು ಮನುಷ್ಯನಿಗೆ ಇರಬೇಕು. ಎಷ್ಟೋ ರಾಜರು ಪ್ರಾಚೀನ ಕಾಲದಲ್ಲಿ ತಾವು ಯುದ್ಧದಲ್ಲಿ ಗೆದ್ದಾಗ ಜಯಸ್ತಂಭಗಳನ್ನು ನೆಡುತ್ತಿದ್ದರು. ದೇವಸ್ಥಾನಗಳನ್ನು ನಿರ್ಮಿಸಿ ಶಿಲಾಶಾಸನಗಳಲ್ಲಿ ತಮ್ಮ ಶೌರ್ಯವನ್ನು ಬರೆಸುತ್ತಿದ್ದರು. ಅವುಗಳು ಎಷ್ಟೋ ಒಡೆದು ಹಾಳಾಗಿವೆ. ಆದರೂ ಜನರಿಗೆ ಮನ್ನಣೆಯ ದಾಹ ಇಂಗಿಲ್ಲ. 'ಮನೆಯೊಳಗೇ ಮನೆಯೊಡೆಯ ನಿಹನೆ ಮನೆಯೊಳು ನಿನ್ನ ಕಣ್ಣು ಕಾಣದು' ಎಂಬ ಮಾತುಗಳು ಮನುಷ್ಯನ ಅಹಂಕಾರಕ್ಕೆ ಉತ್ತರ ನೀಡುತ್ತವೆ. ಶಾಸನಗಳು ಅಳಿಸಿಹೋಗುತ್ತವೆ, ಕಟ್ಟಡಗಳು ಕುಸಿಯುತ್ತವೆ. ನಿಸ್ವಾರ್ಥ ಸೇವೆಯೇ ನಿಜವಾದ ಮನ್ನಣೆ.: [1093, 579, 1261, 826]
